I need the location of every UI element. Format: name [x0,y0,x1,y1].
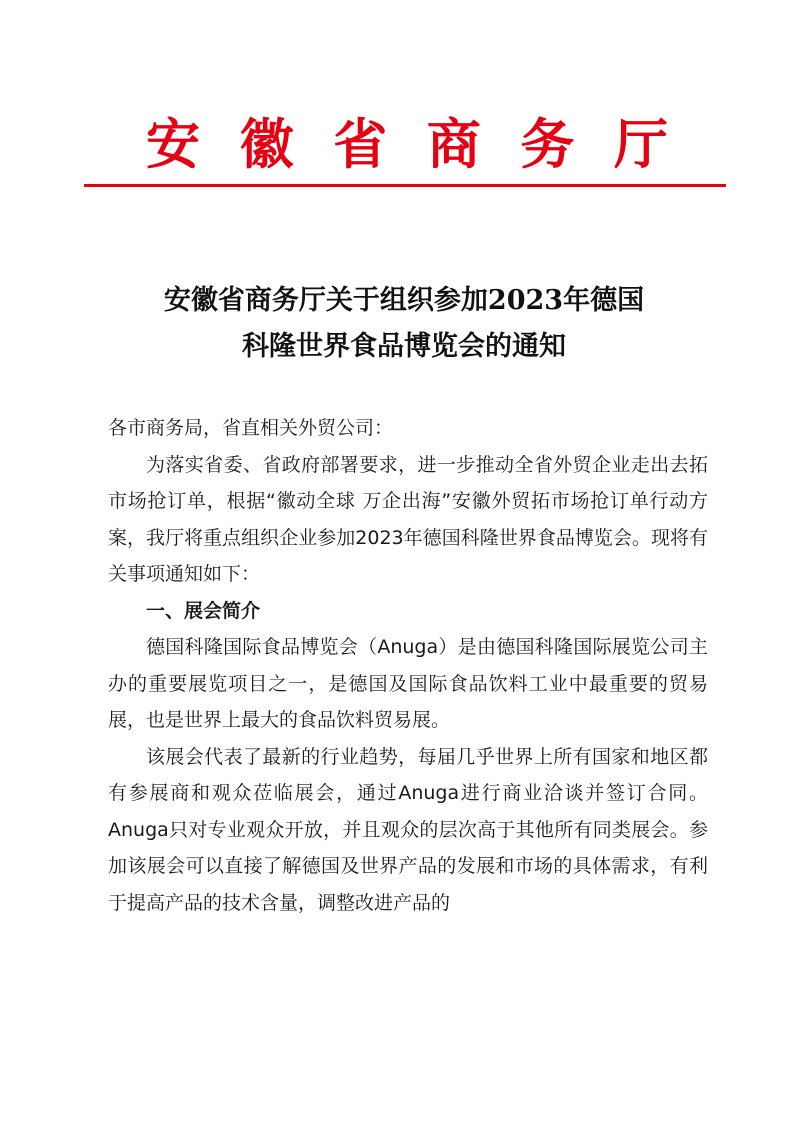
org-header-char: 厅 [613,112,668,176]
body-paragraph: 为落实省委、省政府部署要求，进一步推动全省外贸企业走出去拓市场抢订单，根据“徽动全球 万企出海”安徽外贸拓市场抢订单行动方案，我厅将重点组织企业参加2023年德国科隆世界食品博览会。现将有关事项通知如下： [108,453,708,585]
red-separator-line [84,184,726,187]
issuing-organization-header [84,108,724,180]
document-title [84,278,724,370]
org-header-char: 商 [426,112,481,176]
body-paragraph: 德国科隆国际食品博览会（Anuga）是由德国科隆国际展览公司主办的重要展览项目之一，是德国及国际食品饮料工业中最重要的贸易展，也是世界上最大的食品饮料贸易展。 [108,636,708,731]
salutation: 各市商务局，省直相关外贸公司： [108,417,394,439]
org-header-char: 省 [333,112,388,176]
org-header-char: 安 [146,112,200,176]
body-paragraph: 该展会代表了最新的行业趋势，每届几乎世界上所有国家和地区都有参展商和观众莅临展会，通过Anuga进行商业洽谈并签订合同。Anuga只对专业观众开放，并且观众的层次高于其他所有同类展会。参加该展会可以直接了解德国及世界产品的发展和市场的具体需求，有利于提高产品的技术含量，调整改进产品的 [108,745,708,914]
document-title-line-1: 安徽省商务厅关于组织参加2023年德国 [163,285,645,316]
document-title-line-2: 科隆世界食品博览会的通知 [242,331,566,362]
document-body [108,410,708,921]
section-heading: 一、展会简介 [146,599,261,622]
org-header-char: 务 [520,112,575,176]
org-header-char: 徽 [239,112,294,176]
